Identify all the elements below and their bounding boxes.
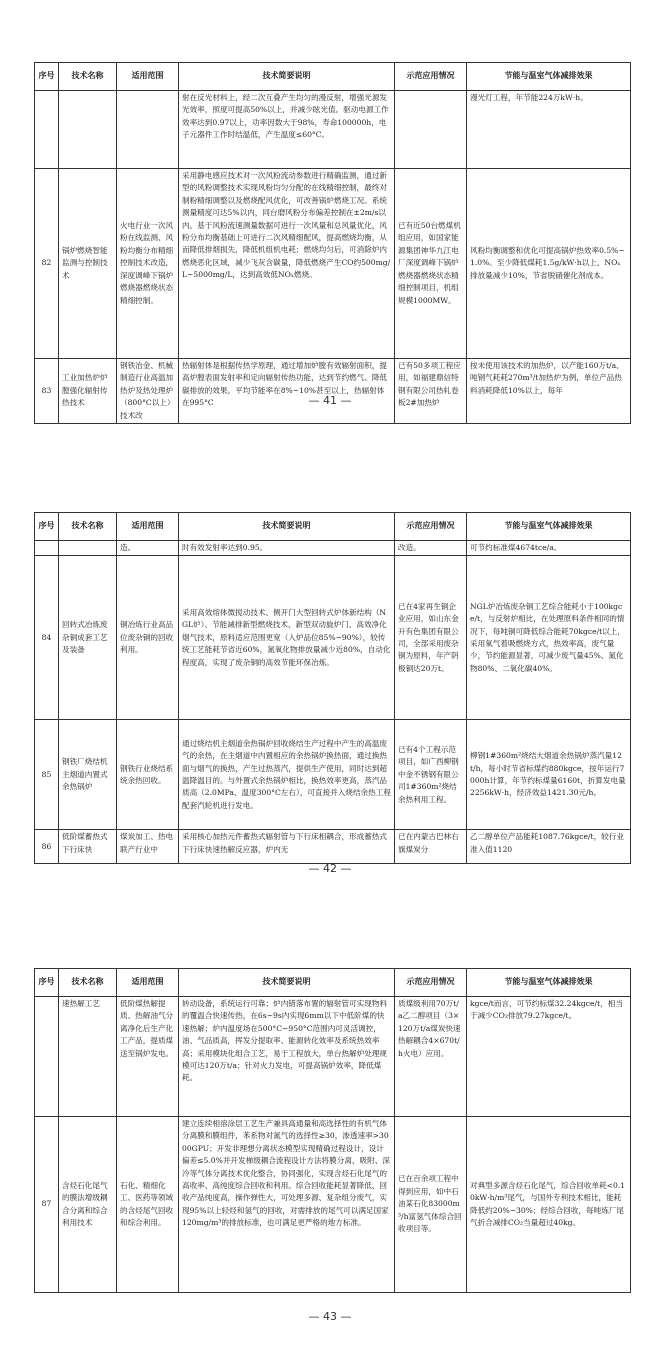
cell-name: 含烃石化尾气的膜法增级耦合分离和综合利用技术 bbox=[59, 1117, 117, 1293]
table-row bbox=[35, 541, 631, 556]
table-row bbox=[35, 359, 631, 424]
table-header-row bbox=[35, 969, 631, 997]
cell-demo: 已有50多项工程应用，如福建鼎信特钢有限公司热轧卷板2#加热炉 bbox=[395, 359, 467, 424]
header-no: 序号 bbox=[35, 969, 59, 997]
table-row bbox=[35, 830, 631, 864]
header-effect: 节能与温室气体减排效果 bbox=[467, 969, 631, 997]
cell-scope: 低阶煤热解提质、热解油气分离净化后生产化工产品，提质煤送至锅炉发电。 bbox=[117, 997, 179, 1117]
header-scope: 适用范围 bbox=[117, 969, 179, 997]
cell-desc: 射在反光材料上，经二次互叠产生均匀的漫反射，增强光源发光效率，照度可提高50%以上，并减少眩光值。驱动电源工作效率达到0.97以上，功率因数大于98%，寿命100000h，电子元器件工作时结温低，产生温度≤60°C。 bbox=[179, 91, 395, 169]
tech-table bbox=[34, 512, 631, 864]
page-43 bbox=[34, 968, 630, 1293]
cell-no: 84 bbox=[35, 556, 59, 720]
header-demo: 示范应用情况 bbox=[395, 63, 467, 91]
header-desc: 技术简要说明 bbox=[179, 63, 395, 91]
header-scope: 适用范围 bbox=[117, 63, 179, 91]
cell-effect: 风粉均衡调整和优化可提高锅炉热效率0.5%~1.0%。至少降低煤耗1.5g/kW·h以上，NOₓ排放量减少10%，节省脱硝催化剂成本。 bbox=[467, 169, 631, 359]
cell-name: 回转式冶炼废杂铜成套工艺及装备 bbox=[59, 556, 117, 720]
page-number: — 41 — bbox=[308, 394, 352, 407]
cell-effect: 漫光灯工程，年节能224万kW·h。 bbox=[467, 91, 631, 169]
header-no: 序号 bbox=[35, 63, 59, 91]
cell-no: 82 bbox=[35, 169, 59, 359]
cell-name: 速热解工艺 bbox=[59, 997, 117, 1117]
page-number: — 43 — bbox=[308, 1310, 352, 1323]
table-row bbox=[35, 556, 631, 720]
header-name: 技术名称 bbox=[59, 969, 117, 997]
table-row bbox=[35, 91, 631, 169]
cell-no: 87 bbox=[35, 1117, 59, 1293]
cell-demo: 已在百余项工程中得到应用，如中石油某石化83000m³/h富氢气体综合回收项目等。 bbox=[395, 1117, 467, 1293]
table-row bbox=[35, 997, 631, 1117]
header-effect: 节能与温室气体减排效果 bbox=[467, 63, 631, 91]
cell-desc: 建立连续相溶涂层工艺生产兼具高通量和高选择性的有机气体分离膜和膜组件，苯系物对氮气的选择性≥30，渗透速率>3000GPU；开发非理想分离状态模型实现精确过程设计，设计偏差≤5.0%并开发梯级耦合流程设计方法将膜分离、吸附、深冷等气体分离技术优化整合，协同强化，实现含烃石化尾气的高收率、高纯度综合回收和利用。综合回收能耗显著降低，回收产品纯度高，操作弹性大，可处理多源、复杂组分废气，实现95%以上轻烃和氢气的回收，对需排放的尾气可以满足国家120mg/m³的排放标准，也可满足更严格的地方标准。 bbox=[179, 1117, 395, 1293]
cell-scope: 钢铁行业烧结系统余热回收。 bbox=[117, 720, 179, 830]
cell-scope: 石化、精细化工、医药等领域的含烃尾气回收和综合利用。 bbox=[117, 1117, 179, 1293]
cell-effect: 柳钢1#360m²烧结大烟道余热锅炉蒸汽量12t/h，每小时节省标煤约880kgce，按年运行7000h计算，年节约标煤量6160t，折算发电量2256kW·h，经济效益1421.30元/h。 bbox=[467, 720, 631, 830]
header-name: 技术名称 bbox=[59, 63, 117, 91]
cell-desc: 时有效发射率达到0.95。 bbox=[179, 541, 395, 556]
table-header-row bbox=[35, 513, 631, 541]
cell-name: 工业加热炉炉膛强化辐射传热技术 bbox=[59, 359, 117, 424]
table-row bbox=[35, 169, 631, 359]
cell-demo: 改造。 bbox=[395, 541, 467, 556]
cell-effect: 可节约标准煤4674tce/a。 bbox=[467, 541, 631, 556]
header-demo: 示范应用情况 bbox=[395, 513, 467, 541]
cell-demo: 质煤级利用70万t/a乙二醇项目（3×120万t/a煤炭快速热解耦合4×670t/h火电）应用。 bbox=[395, 997, 467, 1117]
header-no: 序号 bbox=[35, 513, 59, 541]
cell-name: 钢铁厂烧结机主烟道内置式余热锅炉 bbox=[59, 720, 117, 830]
cell-desc: 采用高效熔体微搅动技术、侧开门大型回转式炉体新结构（NGL炉）、节能减排新型燃烧技术、新型双动旋炉门、高效净化烟气技术，原料适应范围更宽（入炉品位85%~90%），较传统工艺能耗节省近60%，氮氧化物排放量减少近80%，自动化程度高，实现了废杂铜的高效节能环保冶炼。 bbox=[179, 556, 395, 720]
cell-scope: 钢铁冶金、机械制造行业高温加热炉及热处理炉（800°C以上）技术改 bbox=[117, 359, 179, 424]
header-desc: 技术简要说明 bbox=[179, 513, 395, 541]
header-name: 技术名称 bbox=[59, 513, 117, 541]
cell-demo: 已在4家再生铜企业应用，如山东金升有色集团有限公司，全部采用废杂铜为原料，年产阴极铜达20万t。 bbox=[395, 556, 467, 720]
cell-demo: 已有4个工程示范项目，如广西柳钢中金不锈钢有限公司1#360m²烧结余热利用工程。 bbox=[395, 720, 467, 830]
header-desc: 技术简要说明 bbox=[179, 969, 395, 997]
cell-name: 锅炉燃烧智能监测与控制技术 bbox=[59, 169, 117, 359]
cell-demo: 已在内蒙古巴林右旗煤炭分 bbox=[395, 830, 467, 864]
cell-scope: 造。 bbox=[117, 541, 179, 556]
cell-scope: 铜冶炼行业高品位废杂铜的回收利用。 bbox=[117, 556, 179, 720]
cell-no: 83 bbox=[35, 359, 59, 424]
cell-demo: 已有近50台燃煤机组应用，如国家能源集团神华九江电厂深度调峰下锅炉燃烧器燃烧状态精细控制项目，机组规模1000MW。 bbox=[395, 169, 467, 359]
cell-effect: 按未使用该技术的加热炉，以产能160万t/a、吨钢气耗耗270m³/t加热炉为例，单位产品热料消耗降低10%以上，每年 bbox=[467, 359, 631, 424]
cell-name: 低阶煤蓄热式下行床快 bbox=[59, 830, 117, 864]
cell-desc: 采用静电感应技术对一次风粉流动参数进行精确监测，通过新型的风粉调整技术实现风粉均匀分配的在线精细控制，最终对制粉精细调整以及燃烧配风优化，可改善锅炉燃烧工况。系统测量精度可达5%以内，同台磨风粉分布偏差控制在±2m/s以内。基于风粉流速测量数据可进行一次风量和总风量优化，风粉分布均衡基础上可进行二次风精细配风，提高燃烧均衡，从而降低排烟损失，降低机组机电耗；燃烧均匀后，可消除炉内燃烧恶化区域，减少飞灰含碳量，降低燃烧产生CO约500mg/L~5000mg/L，达到高效低NOₓ燃烧。 bbox=[179, 169, 395, 359]
header-effect: 节能与温室气体减排效果 bbox=[467, 513, 631, 541]
tech-table bbox=[34, 62, 631, 424]
table-row bbox=[35, 1117, 631, 1293]
tech-table bbox=[34, 968, 631, 1293]
header-scope: 适用范围 bbox=[117, 513, 179, 541]
cell-scope: 火电行业一次风粉在线监测、风粉均衡分布精细控制技术改造，深度调峰下锅炉燃烧器燃烧状态精细控制。 bbox=[117, 169, 179, 359]
cell-desc: 采用核心加热元件蓄热式辐射管与下行床相耦合，形成蓄热式下行床快速热解反应器，炉内无 bbox=[179, 830, 395, 864]
page-42 bbox=[34, 512, 630, 864]
cell-no: 85 bbox=[35, 720, 59, 830]
page-41 bbox=[34, 62, 630, 424]
table-row bbox=[35, 720, 631, 830]
cell-effect: NGL炉冶炼废杂铜工艺综合能耗小于100kgce/t，与反射炉相比，在处理原料条件相同的情况下，每吨铜可降低综合能耗70kgce/t以上，采用氧气着吸燃烧方式，热效率高，废气量少，节约能源显著，可减少废气量45%、氮化物80%、二氧化碳40%。 bbox=[467, 556, 631, 720]
cell-effect: 乙二醇单位产品能耗1087.76kgce/t，较行业准入值1120 bbox=[467, 830, 631, 864]
cell-effect: 对典型多源含烃石化尾气，综合回收单耗<0.10kW·h/m³尾气，与国外专利技术相比，能耗降低约20%~30%；经综合回收，每吨炼厂尾气折合减排CO₂当量超过40kg。 bbox=[467, 1117, 631, 1293]
cell-scope: 煤炭加工、热电联产行业中 bbox=[117, 830, 179, 864]
cell-desc: 转动设备，系统运行可靠；炉内错落布置的辐射管可实现物料的覆温合快速传热，在6s~9s内实现6mm以下中低阶煤的快速热解；炉内温度场在500°C~950°C范围内可灵活调控，油、气品质高，挥发分提取率、能源转化效率及系统热效率高；采用模块化组合工艺，易于工程放大，单台热解炉处理规模可达120万t/a；针对火力发电，可提高锅炉效率，降低煤耗。 bbox=[179, 997, 395, 1117]
cell-effect: kgce/t而言，可节约标煤32.24kgce/t，相当于减少CO₂排放79.27kgce/t。 bbox=[467, 997, 631, 1117]
cell-no: 86 bbox=[35, 830, 59, 864]
cell-desc: 通过烧结机主烟道余热锅炉回收烧结生产过程中产生的高温废气的余热，在主烟道中内置相应的余热锅炉换热面，通过换热面与烟气的换热，产生过热蒸汽，提供生产使用，同时达到超温降温目的。与外置式余热锅炉相比，换热效率更高，蒸汽品质高（2.0MPa、温度300°C左右），可直接并入烧结余热工程配套汽轮机进行发电。 bbox=[179, 720, 395, 830]
table-header-row bbox=[35, 63, 631, 91]
cell-desc: 热辐射体是根据传热学原理，通过增加炉膛有效辐射面积，提高炉膛表面发射率和定向辐射传热功能，达到节约燃气、降低碳排放的效果。平均节能率在8%~10%甚至以上，热辐射体在995°C bbox=[179, 359, 395, 424]
page-number: — 42 — bbox=[308, 862, 352, 875]
header-demo: 示范应用情况 bbox=[395, 969, 467, 997]
